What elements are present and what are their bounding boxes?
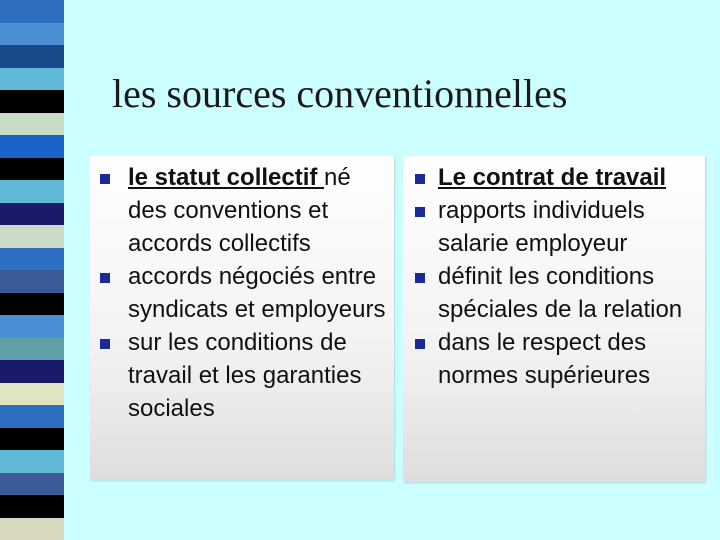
right-item-4-text: dans le respect des normes supérieures — [438, 329, 651, 389]
stripe-segment — [0, 248, 64, 271]
stripe-segment — [0, 293, 64, 316]
stripe-segment — [0, 450, 64, 473]
stripe-segment — [0, 360, 64, 383]
right-panel — [403, 156, 705, 482]
stripe-segment — [0, 518, 64, 540]
left-item-2-text: accords négociés entre syndicats et employeurs — [128, 263, 386, 323]
square-bullet-icon — [100, 273, 110, 283]
left-item-1-bold: le statut collectif — [128, 164, 325, 191]
stripe-segment — [0, 113, 64, 136]
left-panel — [90, 156, 394, 480]
stripe-segment — [0, 383, 64, 406]
right-item-3-text: définit les conditions spéciales de la relation — [438, 263, 683, 323]
square-bullet-icon — [415, 174, 425, 184]
left-bullet-list — [90, 161, 394, 425]
stripe-segment — [0, 23, 64, 46]
stripe-segment — [0, 68, 64, 91]
stripe-segment — [0, 473, 64, 496]
stripe-segment — [0, 158, 64, 181]
stripe-segment — [0, 315, 64, 338]
right-bullet-item-4 — [403, 326, 705, 392]
stripe-segment — [0, 0, 64, 23]
stripe-segment — [0, 338, 64, 361]
right-bullet-item-3 — [403, 260, 705, 326]
stripe-segment — [0, 270, 64, 293]
stripe-segment — [0, 405, 64, 428]
left-bullet-item-2 — [90, 260, 394, 326]
square-bullet-icon — [100, 339, 110, 349]
stripe-segment — [0, 495, 64, 518]
left-bullet-item-3 — [90, 326, 394, 425]
left-item-1-text: né des conventions et accords collectifs — [128, 164, 351, 257]
stripe-segment — [0, 428, 64, 451]
stripe-segment — [0, 90, 64, 113]
stripe-segment — [0, 180, 64, 203]
right-item-1-bold: Le contrat de travail — [438, 164, 667, 191]
right-bullet-item-1 — [403, 161, 705, 194]
right-item-2-text: rapports individuels salarie employeur — [438, 197, 645, 257]
square-bullet-icon — [415, 339, 425, 349]
decorative-stripe — [0, 0, 64, 540]
stripe-segment — [0, 135, 64, 158]
right-bullet-list — [403, 161, 705, 392]
stripe-segment — [0, 203, 64, 226]
square-bullet-icon — [415, 273, 425, 283]
square-bullet-icon — [100, 174, 110, 184]
left-item-3-text: sur les conditions de travail et les garanties sociales — [128, 329, 362, 422]
square-bullet-icon — [415, 207, 425, 217]
left-bullet-item-1 — [90, 161, 394, 260]
stripe-segment — [0, 225, 64, 248]
stripe-segment — [0, 45, 64, 68]
right-bullet-item-2 — [403, 194, 705, 260]
slide-title: les sources conventionnelles — [112, 71, 568, 116]
